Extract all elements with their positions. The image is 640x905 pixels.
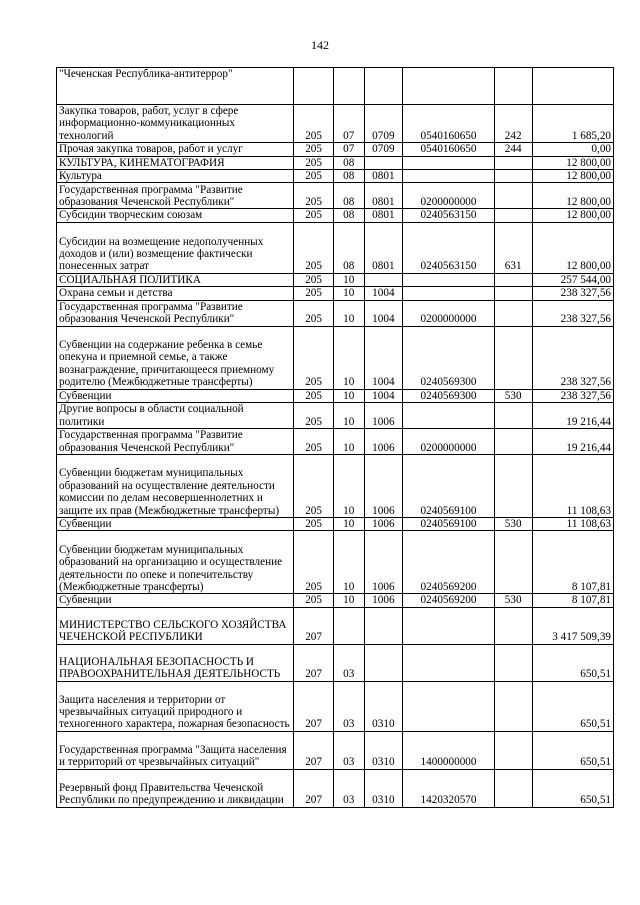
expense-type-cell	[494, 731, 532, 769]
target-article-cell: 0200000000	[403, 300, 495, 326]
target-article-cell	[403, 68, 495, 105]
expense-type-cell	[494, 183, 532, 209]
ved-code-cell: 205	[294, 326, 334, 389]
ved-code-cell: 207	[294, 607, 334, 644]
target-article-cell	[403, 681, 495, 731]
section-code-cell: 10	[333, 389, 364, 402]
target-article-cell: 0540160650	[403, 105, 495, 143]
table-row	[57, 429, 614, 455]
ved-code-cell: 205	[294, 170, 334, 183]
ved-code-cell: 205	[294, 429, 334, 455]
target-article-cell	[403, 156, 495, 169]
subsection-code-cell: 1006	[364, 531, 403, 594]
subsection-code-cell: 0801	[364, 183, 403, 209]
target-article-cell	[403, 287, 495, 300]
table-row	[57, 156, 614, 169]
row-name-cell: Государственная программа "Развитие образования Чеченской Республики"	[57, 429, 294, 455]
ved-code-cell: 205	[294, 531, 334, 594]
subsection-code-cell	[364, 156, 403, 169]
section-code-cell: 03	[333, 644, 364, 681]
subsection-code-cell: 1006	[364, 518, 403, 531]
expense-type-cell	[494, 455, 532, 518]
amount-cell: 650,51	[532, 769, 614, 807]
amount-cell: 8 107,81	[532, 594, 614, 607]
target-article-cell: 0240563150	[403, 222, 495, 273]
section-code-cell: 08	[333, 222, 364, 273]
ved-code-cell: 207	[294, 731, 334, 769]
subsection-code-cell: 0709	[364, 143, 403, 156]
ved-code-cell: 205	[294, 300, 334, 326]
ved-code-cell: 205	[294, 518, 334, 531]
amount-cell: 0,00	[532, 143, 614, 156]
row-name-cell: Прочая закупка товаров, работ и услуг	[57, 143, 294, 156]
subsection-code-cell: 0801	[364, 209, 403, 222]
expense-type-cell: 244	[494, 143, 532, 156]
subsection-code-cell: 1004	[364, 287, 403, 300]
section-code-cell: 10	[333, 273, 364, 286]
amount-cell: 11 108,63	[532, 518, 614, 531]
expense-type-cell: 530	[494, 389, 532, 402]
expense-type-cell	[494, 300, 532, 326]
amount-cell	[532, 68, 614, 105]
expense-type-cell	[494, 644, 532, 681]
target-article-cell: 0240569300	[403, 326, 495, 389]
section-code-cell: 10	[333, 518, 364, 531]
row-name-cell: Субсидии на возмещение недополученных доходов и (или) возмещение фактически понесенных затрат	[57, 222, 294, 273]
section-code-cell: 10	[333, 429, 364, 455]
row-name-cell: НАЦИОНАЛЬНАЯ БЕЗОПАСНОСТЬ И ПРАВООХРАНИТЕЛЬНАЯ ДЕЯТЕЛЬНОСТЬ	[57, 644, 294, 681]
amount-cell: 3 417 509,39	[532, 607, 614, 644]
table-row	[57, 222, 614, 273]
table-row	[57, 518, 614, 531]
target-article-cell	[403, 273, 495, 286]
amount-cell: 12 800,00	[532, 209, 614, 222]
table-row	[57, 403, 614, 429]
target-article-cell: 0240569200	[403, 594, 495, 607]
expense-type-cell	[494, 156, 532, 169]
section-code-cell: 03	[333, 681, 364, 731]
row-name-cell: Субвенции на содержание ребенка в семье опекуна и приемной семье, а также вознаграждение, причитающееся приемному родителю (Межбюджетные трансферты)	[57, 326, 294, 389]
expense-type-cell	[494, 209, 532, 222]
subsection-code-cell	[364, 607, 403, 644]
table-row	[57, 455, 614, 518]
row-name-cell: Закупка товаров, работ, услуг в сфере информационно-коммуникационных технологий	[57, 105, 294, 143]
section-code-cell: 10	[333, 531, 364, 594]
subsection-code-cell: 1006	[364, 429, 403, 455]
amount-cell: 238 327,56	[532, 287, 614, 300]
expense-type-cell: 530	[494, 594, 532, 607]
ved-code-cell: 205	[294, 143, 334, 156]
section-code-cell	[333, 607, 364, 644]
target-article-cell: 0240569100	[403, 518, 495, 531]
row-name-cell: Субвенции бюджетам муниципальных образований на осуществление деятельности комиссии по делам несовершеннолетних и защите их прав (Межбюджетные трансферты)	[57, 455, 294, 518]
row-name-cell: МИНИСТЕРСТВО СЕЛЬСКОГО ХОЗЯЙСТВА ЧЕЧЕНСКОЙ РЕСПУБЛИКИ	[57, 607, 294, 644]
section-code-cell: 10	[333, 594, 364, 607]
subsection-code-cell: 1004	[364, 326, 403, 389]
target-article-cell: 0240569300	[403, 389, 495, 402]
ved-code-cell: 205	[294, 389, 334, 402]
section-code-cell: 10	[333, 455, 364, 518]
amount-cell: 12 800,00	[532, 170, 614, 183]
ved-code-cell: 205	[294, 209, 334, 222]
subsection-code-cell: 0801	[364, 222, 403, 273]
subsection-code-cell: 0709	[364, 105, 403, 143]
expense-type-cell	[494, 273, 532, 286]
section-code-cell: 08	[333, 209, 364, 222]
amount-cell: 650,51	[532, 681, 614, 731]
expense-type-cell	[494, 170, 532, 183]
ved-code-cell	[294, 68, 334, 105]
section-code-cell: 03	[333, 769, 364, 807]
subsection-code-cell: 1004	[364, 389, 403, 402]
amount-cell: 257 544,00	[532, 273, 614, 286]
subsection-code-cell	[364, 68, 403, 105]
target-article-cell: 0200000000	[403, 429, 495, 455]
subsection-code-cell: 1006	[364, 455, 403, 518]
section-code-cell: 08	[333, 156, 364, 169]
amount-cell: 19 216,44	[532, 429, 614, 455]
table-row	[57, 389, 614, 402]
target-article-cell: 0200000000	[403, 183, 495, 209]
ved-code-cell: 205	[294, 222, 334, 273]
table-row	[57, 594, 614, 607]
section-code-cell: 07	[333, 105, 364, 143]
row-name-cell: Культура	[57, 170, 294, 183]
table-row	[57, 681, 614, 731]
subsection-code-cell: 0801	[364, 170, 403, 183]
table-row	[57, 644, 614, 681]
ved-code-cell: 205	[294, 273, 334, 286]
section-code-cell: 03	[333, 731, 364, 769]
ved-code-cell: 205	[294, 287, 334, 300]
table-row	[57, 183, 614, 209]
row-name-cell: Субвенции	[57, 518, 294, 531]
table-row	[57, 105, 614, 143]
section-code-cell: 08	[333, 170, 364, 183]
subsection-code-cell: 1004	[364, 300, 403, 326]
page-number: 142	[311, 38, 329, 52]
target-article-cell	[403, 170, 495, 183]
row-name-cell: КУЛЬТУРА, КИНЕМАТОГРАФИЯ	[57, 156, 294, 169]
expense-type-cell	[494, 68, 532, 105]
table-row	[57, 273, 614, 286]
target-article-cell: 0540160650	[403, 143, 495, 156]
row-name-cell: "Чеченская Республика-антитеррор"	[57, 68, 294, 105]
expense-type-cell	[494, 681, 532, 731]
row-name-cell: Государственная программа "Развитие образования Чеченской Республики"	[57, 183, 294, 209]
ved-code-cell: 207	[294, 644, 334, 681]
subsection-code-cell: 0310	[364, 769, 403, 807]
section-code-cell: 10	[333, 403, 364, 429]
section-code-cell: 08	[333, 183, 364, 209]
ved-code-cell: 205	[294, 156, 334, 169]
target-article-cell: 1420320570	[403, 769, 495, 807]
expense-type-cell	[494, 287, 532, 300]
ved-code-cell: 205	[294, 183, 334, 209]
table-row	[57, 607, 614, 644]
row-name-cell: Субсидии творческим союзам	[57, 209, 294, 222]
table-row	[57, 300, 614, 326]
section-code-cell: 10	[333, 287, 364, 300]
amount-cell: 650,51	[532, 731, 614, 769]
amount-cell: 11 108,63	[532, 455, 614, 518]
row-name-cell: Резервный фонд Правительства Чеченской Республики по предупреждению и ликвидации	[57, 769, 294, 807]
expense-type-cell	[494, 607, 532, 644]
amount-cell: 12 800,00	[532, 222, 614, 273]
amount-cell: 12 800,00	[532, 183, 614, 209]
row-name-cell: Другие вопросы в области социальной политики	[57, 403, 294, 429]
expense-type-cell: 242	[494, 105, 532, 143]
table-row	[57, 68, 614, 105]
amount-cell: 238 327,56	[532, 326, 614, 389]
subsection-code-cell	[364, 644, 403, 681]
ved-code-cell: 207	[294, 769, 334, 807]
section-code-cell	[333, 68, 364, 105]
ved-code-cell: 207	[294, 681, 334, 731]
row-name-cell: Субвенции бюджетам муниципальных образований на организацию и осуществление деятельности по опеке и попечительству (Межбюджетные трансферты)	[57, 531, 294, 594]
budget-table	[56, 67, 614, 808]
target-article-cell	[403, 403, 495, 429]
table-row	[57, 531, 614, 594]
amount-cell: 238 327,56	[532, 300, 614, 326]
expense-type-cell	[494, 403, 532, 429]
subsection-code-cell: 0310	[364, 681, 403, 731]
amount-cell: 238 327,56	[532, 389, 614, 402]
ved-code-cell: 205	[294, 455, 334, 518]
subsection-code-cell: 0310	[364, 731, 403, 769]
table-row	[57, 287, 614, 300]
target-article-cell: 0240563150	[403, 209, 495, 222]
subsection-code-cell: 1006	[364, 403, 403, 429]
budget-table-body	[57, 68, 614, 808]
ved-code-cell: 205	[294, 105, 334, 143]
expense-type-cell: 631	[494, 222, 532, 273]
target-article-cell: 0240569200	[403, 531, 495, 594]
row-name-cell: Субвенции	[57, 389, 294, 402]
expense-type-cell	[494, 429, 532, 455]
table-row	[57, 143, 614, 156]
amount-cell: 650,51	[532, 644, 614, 681]
row-name-cell: Государственная программа "Защита населения и территорий от чрезвычайных ситуаций"	[57, 731, 294, 769]
row-name-cell: Государственная программа "Развитие образования Чеченской Республики"	[57, 300, 294, 326]
section-code-cell: 07	[333, 143, 364, 156]
row-name-cell: Защита населения и территории от чрезвычайных ситуаций природного и техногенного характера, пожарная безопасность	[57, 681, 294, 731]
table-row	[57, 170, 614, 183]
subsection-code-cell: 1006	[364, 594, 403, 607]
target-article-cell	[403, 644, 495, 681]
ved-code-cell: 205	[294, 594, 334, 607]
ved-code-cell: 205	[294, 403, 334, 429]
table-row	[57, 769, 614, 807]
row-name-cell: СОЦИАЛЬНАЯ ПОЛИТИКА	[57, 273, 294, 286]
amount-cell: 8 107,81	[532, 531, 614, 594]
table-row	[57, 326, 614, 389]
target-article-cell	[403, 607, 495, 644]
row-name-cell: Охрана семьи и детства	[57, 287, 294, 300]
expense-type-cell: 530	[494, 518, 532, 531]
amount-cell: 19 216,44	[532, 403, 614, 429]
amount-cell: 12 800,00	[532, 156, 614, 169]
amount-cell: 1 685,20	[532, 105, 614, 143]
section-code-cell: 10	[333, 326, 364, 389]
target-article-cell: 1400000000	[403, 731, 495, 769]
subsection-code-cell	[364, 273, 403, 286]
section-code-cell: 10	[333, 300, 364, 326]
expense-type-cell	[494, 531, 532, 594]
table-row	[57, 731, 614, 769]
table-row	[57, 209, 614, 222]
expense-type-cell	[494, 326, 532, 389]
target-article-cell: 0240569100	[403, 455, 495, 518]
expense-type-cell	[494, 769, 532, 807]
row-name-cell: Субвенции	[57, 594, 294, 607]
